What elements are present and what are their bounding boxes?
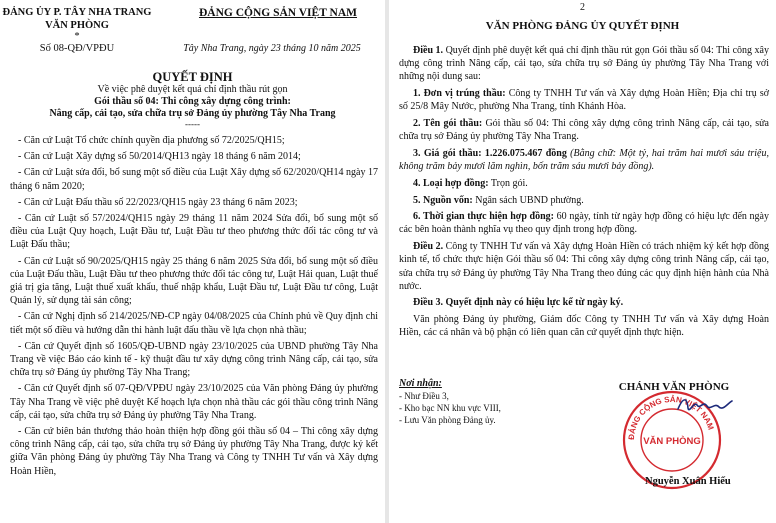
article-3: Điều 3. Quyết định này có hiệu lực kể từ ngày ký. <box>413 297 624 309</box>
recipients-title: Nơi nhận: <box>399 378 442 389</box>
article-1-item-6: 6. Thời gian thực hiện hợp đồng: 60 ngày, tính từ ngày hợp đồng có hiệu lực đến ngày các bên hoàn thành nghĩa vụ theo quy định trong hợp đồng. <box>399 211 769 236</box>
recipient-item: - Lưu Văn phòng Đảng ủy. <box>399 415 496 425</box>
legal-basis: - Căn cứ Luật Đấu thầu số 22/2023/QH15 ngày 23 tháng 6 năm 2023; <box>18 196 298 208</box>
seal-ring-text: ĐẢNG CỘNG SẢN VIỆT NAM <box>626 394 716 441</box>
legal-basis: - Căn cứ Nghị định số 214/2025/NĐ-CP ngày 04/08/2025 của Chính phủ về Quy định chi tiết một số điều và hướng dẫn thi hành luật đấu thầu về lựa chọn nhà thầu; <box>10 311 378 336</box>
legal-basis: - Căn cứ Quyết định số 07-QĐ/VPĐU ngày 23/10/2025 của Văn phòng Đảng ủy phường Tây Nha Trang về việc phê duyệt Kế hoạch lựa chọn nhà thầu các gói thầu công trình Nâng cấp, cải tạo, sửa chữa trụ sở Đảng ủy phường Tây Nha Trang. <box>10 383 378 421</box>
org-stars: * <box>74 31 80 42</box>
legal-basis: - Căn cứ Luật số 90/2025/QH15 ngày 25 tháng 6 năm 2025 Sửa đổi, bổ sung một số điều của Luật Đấu thầu, Luật Đầu tư theo phương thức đối tác công tư, Luật Hải quan, Luật thuế giá trị gia tăng, Luật thuế xuất khẩu, thuế nhập khẩu, Luật Đầu tư, Luật Đầu tư công, Luật Quản lý, sử dụng tài sản công; <box>10 255 378 307</box>
doc-title: QUYẾT ĐỊNH <box>152 70 233 84</box>
signer-title: CHÁNH VĂN PHÒNG <box>618 381 730 393</box>
legal-basis: - Căn cứ Luật Tổ chức chính quyền địa phương số 72/2025/QH15; <box>18 135 285 146</box>
legal-bases <box>10 134 378 481</box>
page-number: 2 <box>580 2 585 13</box>
handwritten-signature <box>675 394 735 416</box>
article-1-item-3: 3. Giá gói thầu: 1.226.075.467 đồng (Bằng chữ: Một tỷ, hai trăm hai mươi sáu triệu, không trăm bảy mươi lăm nghìn, bốn trăm sáu mươi bảy đồng). <box>399 147 769 173</box>
title-separator: ----- <box>185 119 200 129</box>
legal-basis: - Căn cứ Quyết định số 1605/QĐ-UBND ngày 23/10/2025 của UBND phường Tây Nha Trang về việc Báo cáo kinh tế - kỹ thuật đầu tư xây dựng công trình Nâng cấp, cải tạo, sửa chữa trụ sở Đảng ủy phường Tây Nha Trang; <box>10 340 378 379</box>
article-1: Điều 1. Quyết định phê duyệt kết quả chỉ định thầu rút gọn Gói thầu số 04: Thi công xây dựng công trình Nâng cấp, cải tạo, sửa chữa trụ sở Đảng ủy phường Tây Nha Trang với những nội dung sau: <box>399 45 770 83</box>
article-1-item-5: 5. Nguồn vốn: Ngân sách UBND phường. <box>413 194 584 206</box>
org-line2: VĂN PHÒNG <box>45 20 109 31</box>
legal-basis: - Căn cứ biên bản thương thảo hoàn thiện hợp đồng gói thầu số 04 – Thi công xây dựng công trình Nâng cấp, cải tạo, sửa chữa trụ sở Đảng ủy phường Tây Nha Trang, được ký kết giữa Văn phòng Đảng ủy phường Tây Nha Trang và Công ty TNHH Tư vấn và Xây dựng Hoàn Hiền, <box>10 426 378 477</box>
doc-subtitle-3: Nâng cấp, cải tạo, sửa chữa trụ sở Đảng ủy phường Tây Nha Trang <box>49 108 336 119</box>
doc-number: Số 08-QĐ/VPĐU <box>39 43 115 54</box>
recipient-item: - Như Điều 3, <box>399 391 449 401</box>
legal-basis: - Căn cứ Luật số 57/2024/QH15 ngày 29 tháng 11 năm 2024 Sửa đổi, bổ sung một số điều của Luật Quy hoạch, Luật Đầu tư, Luật Đầu tư theo phương thức đối tác công tư và Luật Đấu thầu; <box>10 213 378 251</box>
page-left <box>0 0 385 523</box>
place-date: Tây Nha Trang, ngày 23 tháng 10 năm 2025 <box>183 43 361 54</box>
page-right <box>389 0 776 523</box>
article-2: Điều 2. Công ty TNHH Tư vấn và Xây dựng Hoàn Hiền có trách nhiệm ký kết hợp đồng kinh tế, tổ chức thực hiện Gói thầu số 04: Thi công xây dựng công trình Nâng cấp, cải tạo, sửa chữa trụ sở Đảng ủy phường Tây Nha Trang theo đúng các quy định hiện hành của Nhà nước. <box>399 241 769 292</box>
legal-basis: - Căn cứ Luật Xây dựng số 50/2014/QH13 ngày 18 tháng 6 năm 2014; <box>18 151 301 163</box>
doc-subtitle-2: Gói thầu số 04: Thi công xây dựng công trình: <box>94 96 291 107</box>
decision-heading: VĂN PHÒNG ĐẢNG ỦY QUYẾT ĐỊNH <box>485 20 680 32</box>
article-1-item-1: 1. Đơn vị trúng thầu: Công ty TNHH Tư vấn và Xây dựng Hoàn Hiền; Địa chỉ trụ sở số 25/8 Mây Nước, phường Nha Trang, tỉnh Khánh Hòa. <box>399 88 769 113</box>
decision-body <box>399 44 769 343</box>
org-line1: ĐẢNG ỦY P. TÂY NHA TRANG <box>2 7 152 18</box>
recipients <box>399 378 569 426</box>
article-1-item-2: 2. Tên gói thầu: Gói thầu số 04: Thi công xây dựng công trình Nâng cấp, cải tạo, sửa chữa trụ sở Đảng ủy phường Tây Nha Trang. <box>399 118 769 143</box>
legal-basis: - Căn cứ Luật sửa đổi, bổ sung một số điều của Luật Xây dựng số 62/2020/QH14 ngày 17 tháng 6 năm 2020; <box>10 167 378 192</box>
article-1-item-4: 4. Loại hợp đồng: Trọn gói. <box>413 177 528 189</box>
party-name: ĐẢNG CỘNG SẢN VIỆT NAM <box>198 7 358 19</box>
closing-paragraph: Văn phòng Đảng ủy phường, Giám đốc Công ty TNHH Tư vấn và Xây dựng Hoàn Hiền, các cá nhân và bộ phận có liên quan căn cứ quyết định thực hiện. <box>399 314 769 339</box>
seal-center-text: VĂN PHÒNG <box>643 436 701 447</box>
recipient-item: - Kho bạc NN khu vực VIII, <box>399 403 501 413</box>
signer-name: Nguyễn Xuân Hiếu <box>645 476 731 487</box>
doc-subtitle-1: Về việc phê duyệt kết quả chỉ định thầu rút gọn <box>97 84 288 95</box>
